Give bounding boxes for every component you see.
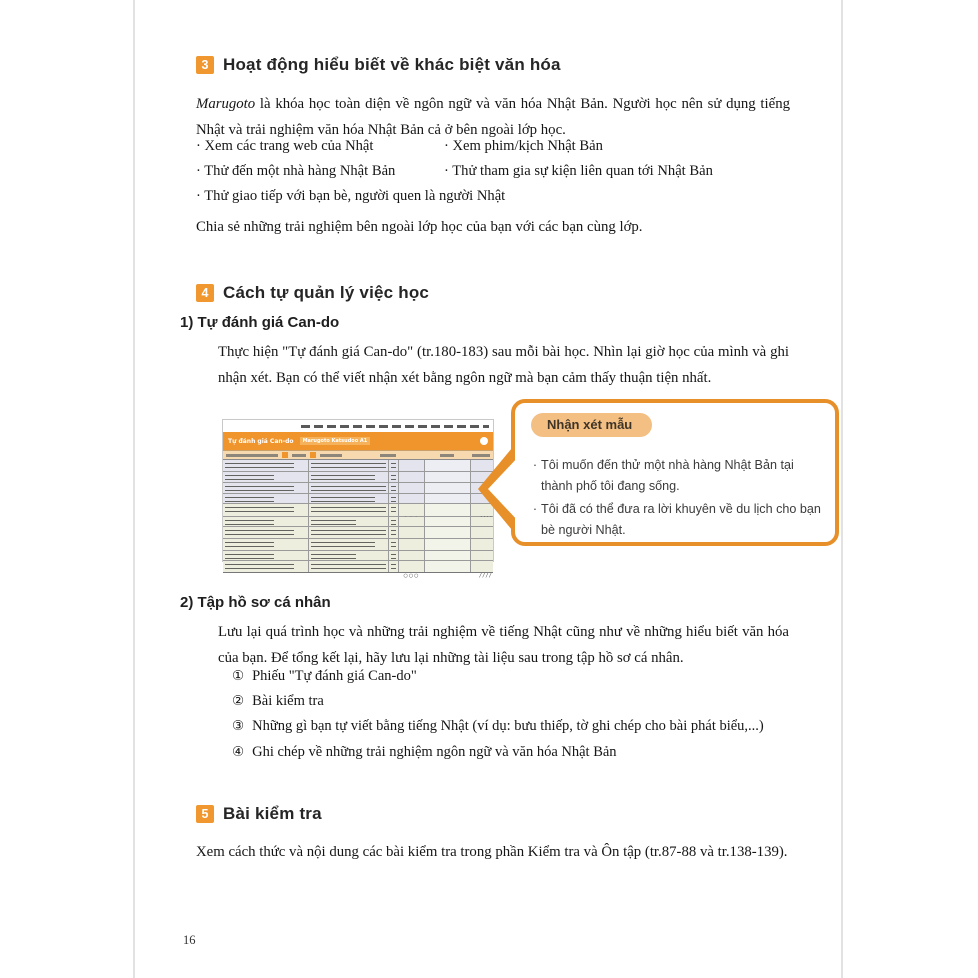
sheet-rows xyxy=(223,460,493,579)
section-3-closing: Chia sẻ những trải nghiệm bên ngoài lớp học của bạn với các bạn cùng lớp. xyxy=(196,219,643,235)
circled-number: ② xyxy=(232,693,245,709)
bullet-r1c2: · Xem phim/kịch Nhật Bản xyxy=(444,138,603,154)
portfolio-list-item: ② Bài kiểm tra xyxy=(232,693,324,709)
bubble-item-text: Tôi muốn đến thử một nhà hàng Nhật Bản tại thành phố tôi đang sống. xyxy=(541,458,794,493)
portfolio-list-item: ① Phiếu "Tự đánh giá Can-do" xyxy=(232,668,417,684)
sheet-row xyxy=(223,483,493,494)
bullet-r3: · Thử giao tiếp với bạn bè, người quen là người Nhật xyxy=(196,188,506,204)
sheet-header-bar xyxy=(223,432,493,450)
page-edge-left xyxy=(133,0,135,978)
sheet-row xyxy=(223,551,493,561)
bubble-item-list xyxy=(529,455,823,543)
bullet-marker: · xyxy=(532,458,538,472)
section-5-heading xyxy=(196,804,322,824)
bullet-r1c1: · Xem các trang web của Nhật xyxy=(196,138,374,154)
sheet-row xyxy=(223,504,493,517)
subsection-1-paragraph: Thực hiện "Tự đánh giá Can-do" (tr.180-183) sau mỗi bài học. Nhìn lại giờ học của mình và ghi nhận xét. Bạn có thể viết nhận xét bằng ngôn ngữ mà bạn cảm thấy thuận tiện nhất. xyxy=(218,344,789,386)
section-5-title: Bài kiểm tra xyxy=(223,804,322,823)
comment-bubble xyxy=(511,399,839,546)
circled-number: ④ xyxy=(232,744,245,760)
subsection-1-title: 1) Tự đánh giá Can-do xyxy=(180,314,340,331)
sheet-row xyxy=(223,472,493,483)
section-3-badge: 3 xyxy=(196,56,214,74)
section-4-badge: 4 xyxy=(196,284,214,302)
sheet-header-title: Tự đánh giá Can-do xyxy=(228,437,294,445)
bubble-item xyxy=(529,499,823,541)
page-edge-right xyxy=(841,0,843,978)
section-4-heading xyxy=(196,283,429,303)
sheet-row xyxy=(223,460,493,472)
portfolio-list-item: ④ Ghi chép về những trải nghiệm ngôn ngữ và văn hóa Nhật Bản xyxy=(232,744,617,760)
sheet-row xyxy=(223,494,493,504)
bullet-marker: · xyxy=(532,502,538,516)
section-3-intro xyxy=(196,92,790,143)
section-5-badge: 5 xyxy=(196,805,214,823)
section-5-paragraph: Xem cách thức và nội dung các bài kiểm tra trong phần Kiểm tra và Ôn tập (tr.87-88 và tr.138-139). xyxy=(196,844,788,860)
sheet-subheader-row xyxy=(223,450,493,460)
bullet-r2c1: · Thử đến một nhà hàng Nhật Bản xyxy=(196,163,396,179)
portfolio-list-item: ③ Những gì bạn tự viết bằng tiếng Nhật (ví dụ: bưu thiếp, tờ ghi chép cho bài phát biểu,...) xyxy=(232,718,764,734)
intro-lead-word: Marugoto xyxy=(196,96,256,112)
section-4-title: Cách tự quản lý việc học xyxy=(223,283,430,302)
cando-sheet-image xyxy=(222,419,494,579)
section-3-heading xyxy=(196,55,561,75)
sheet-row xyxy=(223,539,493,551)
sheet-header-highlight: Marugoto Katsudoo A1 xyxy=(300,437,371,445)
sheet-row xyxy=(223,527,493,539)
sheet-row xyxy=(223,517,493,527)
bubble-title-pill: Nhận xét mẫu xyxy=(531,413,652,437)
subsection-2-title: 2) Tập hồ sơ cá nhân xyxy=(180,594,331,611)
sheet-row: ○○○ / / / / xyxy=(223,561,493,573)
sheet-header-circle-icon xyxy=(480,437,488,445)
sheet-caption-line xyxy=(301,422,489,431)
bubble-item xyxy=(529,455,823,497)
bullet-r2c2: · Thử tham gia sự kiện liên quan tới Nhật Bản xyxy=(444,163,713,179)
section-3-title: Hoạt động hiểu biết về khác biệt văn hóa xyxy=(223,55,561,74)
circled-number: ① xyxy=(232,668,245,684)
subsection-2-paragraph: Lưu lại quá trình học và những trải nghiệm về tiếng Nhật cũng như về những hiểu biết văn hóa của bạn. Để tổng kết lại, hãy lưu lại những tài liệu sau trong tập hồ sơ cá nhân. xyxy=(218,624,789,666)
page-number: 16 xyxy=(183,933,196,947)
circled-number: ③ xyxy=(232,718,245,734)
bubble-item-text: Tôi đã có thể đưa ra lời khuyên về du lịch cho bạn bè người Nhật. xyxy=(541,502,821,537)
intro-body-text: là khóa học toàn diện về ngôn ngữ và văn hóa Nhật Bản. Người học nên sử dụng tiếng Nhật và trải nghiệm văn hóa Nhật Bản cả ở bên ngoài lớp học. xyxy=(196,96,790,138)
